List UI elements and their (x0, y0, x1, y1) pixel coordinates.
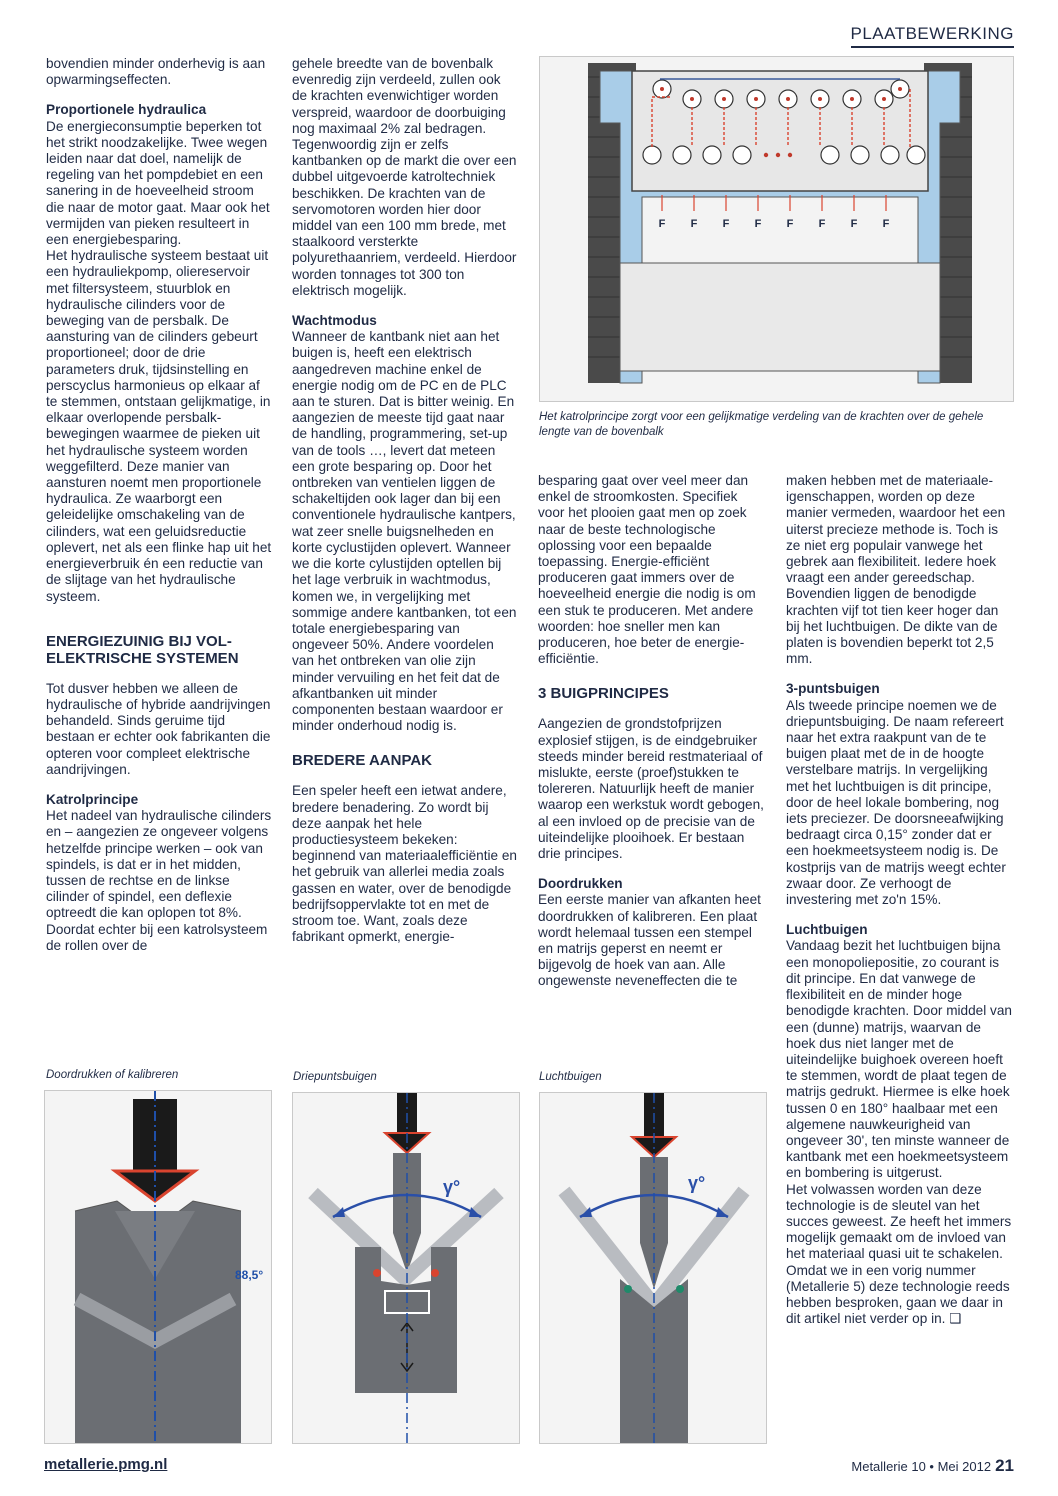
driepunts-caption: Driepuntsbuigen (293, 1071, 377, 1083)
subheading: Wachtmodus (292, 313, 377, 329)
paragraph: Wanneer de kantbank niet aan het buigen is, heeft een elektrisch aangedreven machine enkel de energie nodig om de PC en de PLC aan te sturen. Dat is bitter weinig. En aangezien de meeste tijd gaat naar de handling, programmering, set-up van de tools …, levert dat meteen een grote besparing op. Door het ontbreken van ventielen liggen de schakeltijden ook lager dan bij een conventionele hydraulische kantpers, wat zeer snelle buigsnelheden en korte cyclustijden oplevert. Wanneer we die korte cylustijden optellen bij het lage verbruik in wachtmodus, komen we, in vergelijking met sommige andere kantbanken, tot een totale energiebesparing van ongeveer 50%. Andere voordelen van het ontbreken van olie zijn minder vervuiling en het feit dat de afkantbanken uit minder componenten bestaan waardoor er minder onderhoud nodig is. (292, 329, 517, 734)
force-label: F (850, 218, 858, 230)
subheading: 3-puntsbuigen (786, 681, 880, 697)
force-label: F (658, 218, 666, 230)
paragraph: maken hebben met de materiaaleigenschappen, worden op deze manier vermeden, waardoor het een uiterst precieze methode is. Toch is ze niet erg populair vanwege het gebrek aan flexibiliteit. Iedere hoek vraagt een ander gereedschap. Bovendien liggen de benodigde krachten vijf tot tien keer hoger dan bij het luchtbuigen. De dikte van de platen is bovendien beperkt tot 2,5 mm. (786, 473, 1006, 667)
website-link[interactable]: metallerie.pmg.nl (44, 1456, 168, 1473)
column-3 (538, 473, 764, 990)
column-1 (46, 56, 272, 954)
angle-label: γ° (688, 1173, 706, 1193)
force-label: F (754, 218, 762, 230)
force-label: F (818, 218, 826, 230)
driepunts-figure (292, 1092, 520, 1444)
force-label: F (690, 218, 698, 230)
doordrukken-diagram (45, 1091, 271, 1443)
paragraph: De energieconsumptie beperken tot het strikt noodzakelijke. Twee wegen leiden naar dat doel, namelijk de regeling van het pompdebiet en een sanering in de hoeveelheid stroom die naar de motor gaat. Maar ook het vermijden van pieken resulteert in een energiebesparing. (46, 118, 270, 248)
paragraph: Het hydraulische systeem bestaat uit een hydrauliekpomp, oliereservoir met filtersysteem, stuurblok en hydraulische cilinders voor de beweging van de persbalk. De aansturing van de cilinders gebeurt proportioneel; door de drie parameters druk, tijdsinstelling en perscyclus harmonieus op elkaar af te stemmen, ontstaan gelijkmatige, in elkaar overlopende persbalkbewegingen waarmee de pieken uit het hydraulische systeem worden weggefilterd. Deze manier van aansturen noemt men proportionele hydraulica. Ze waarborgt een geleidelijke omschakeling van de cilinders, wat een geluidsreductie oplevert, net als een flinke hap uit het energieverbruik én een reductie van de slijtage van het hydraulische systeem. (46, 248, 272, 604)
section-header: PLAATBEWERKING (851, 24, 1015, 48)
force-label: F (882, 218, 890, 230)
paragraph: Het volwassen worden van deze technologie is de sleutel van het succes geweest. Ze heeft het immers mogelijk gemaakt om de invloed van het materiaal quasi uit te schakelen. Omdat we in een vorig nummer (Metallerie 5) deze technologie reeds hebben besproken, gaan we daar in dit artikel niet verder op in. ❑ (786, 1181, 1012, 1327)
column-4 (786, 473, 1014, 1327)
paragraph: bovendien minder onderhevig is aan opwarmingseffecten. (46, 56, 266, 88)
paragraph: Een eerste manier van afkanten heet doordrukken of kalibreren. Een plaat wordt helemaal tussen een stempel en matrijs geperst en neemt er bijgevolg de hoek van aan. Alle ongewenste neveneffecten die te (538, 892, 761, 989)
subheading: Katrolprincipe (46, 791, 139, 807)
page-number: 21 (995, 1456, 1014, 1475)
paragraph: Tot dusver hebben we alleen de hydraulische of hybride aandrijvingen behandeld. Sinds geruime tijd bestaan er echter ook fabrikanten die opteren voor compleet elektrische aandrijvingen. (46, 680, 271, 777)
luchtbuigen-caption: Luchtbuigen (539, 1071, 602, 1083)
paragraph: Het nadeel van hydraulische cilinders en – aangezien ze ongeveer volgens hetzelfde principe werken – ook van spindels, is dat er in het midden, tussen de rechtse en de linkse cilinder of spindel, een deflexie optreedt die kan oplopen tot 8%. Doordat echter bij een katrolsysteem de rollen over de (46, 808, 272, 953)
luchtbuigen-figure (539, 1092, 767, 1444)
section-heading: BREDERE AANPAK (292, 752, 433, 770)
subheading: Luchtbuigen (786, 922, 868, 938)
katrol-diagram (540, 57, 1013, 401)
subheading: Proportionele hydraulica (46, 102, 207, 118)
issue-label: Metallerie 10 • Mei 2012 (851, 1459, 992, 1474)
driepunts-diagram (293, 1093, 519, 1443)
force-label: F (786, 218, 794, 230)
doordrukken-caption: Doordrukken of kalibreren (46, 1069, 179, 1081)
katrol-caption: Het katrolprincipe zorgt voor een gelijkmatige verdeling van de krachten over de gehele lengte van de bovenbalk (539, 411, 984, 438)
paragraph: Vandaag bezit het luchtbuigen bijna een monopoliepositie, zo courant is dit principe. En dat vanwege de flexibiliteit en de minder hoge benodigde krachten. Door middel van een (dunne) matrijs, waarvan de hoek dus niet langer met de uiteindelijke buighoek overeen hoeft te stemmen, wordt de plaat tegen de matrijs gedrukt. Hiermee is elke hoek tussen 0 en 180° haalbaar met een algemene nauwkeurigheid van ongeveer 30', ten minste wanneer de kantbank met een hoekmeetsysteem en bombering is uitgerust. (786, 938, 1012, 1181)
katrol-figure (539, 56, 1014, 402)
doordrukken-figure (44, 1090, 272, 1444)
subheading: Doordrukken (538, 876, 623, 892)
column-2 (292, 56, 518, 945)
section-heading: 3 BUIGPRINCIPES (538, 685, 669, 703)
angle-label: 88,5° (235, 1268, 264, 1282)
paragraph: besparing gaat over veel meer dan enkel de stroomkosten. Specifiek voor het plooien gaat men op zoek naar de beste technologische oplossing voor een bepaalde toepassing. Energie-efficiënt produceren gaat immers over de hoeveelheid energie die nodig is om een stuk te produceren. Met andere woorden: hoe sneller men kan produceren, hoe beter de energie-efficiëntie. (538, 473, 756, 667)
luchtbuigen-diagram (540, 1093, 766, 1443)
footer-issue (851, 1456, 1014, 1476)
paragraph: Aangezien de grondstofprijzen explosief stijgen, is de eindgebruiker steeds minder bereid restmateriaal of mislukte, eerste (proef)stukken te tolereren. Natuurlijk heeft de manier waarop een werkstuk wordt gebogen, al een invloed op de precisie van de uiteindelijke plooihoek. Er bestaan drie principes. (538, 716, 764, 862)
angle-label: γ° (443, 1177, 461, 1197)
paragraph: Als tweede principe noemen we de driepuntsbuiging. De naam refereert naar het extra raakpunt van de te buigen plaat met de in de hoogte verstelbare matrijs. In vergelijking met het luchtbuigen is dit principe, door de heel lokale bombering, nog iets preciezer. De doorsneeafwijking bedraagt circa 0,15° zonder dat er een hoekmeetsysteem nodig is. De kostprijs van de matrijs weegt echter zwaar door. Ze verhoogt de investering met zo'n 15%. (786, 697, 1006, 908)
section-heading: ENERGIEZUINIG BIJ VOL-ELEKTRISCHE SYSTEMEN (46, 632, 239, 667)
force-label: F (722, 218, 730, 230)
paragraph: gehele breedte van de bovenbalk evenredig zijn verdeeld, zullen ook de krachten evenwichtiger worden verspreid, waardoor de doorbuiging nog maximaal 2% zal bedragen. Tegenwoordig zijn er zelfs kantbanken op de markt die over een dubbel uitgevoerde katroltechniek beschikken. De krachten van de servomotoren worden hier door middel van een 100 mm brede, met staalkoord versterkte polyurethaanriem, verdeeld. Hierdoor worden tonnages tot 300 ton elektrisch mogelijk. (292, 56, 517, 298)
paragraph: Een speler heeft een ietwat andere, bredere benadering. Zo wordt bij deze aanpak het hele productiesysteem bekeken: beginnend van materiaalefficiëntie en het gebruik van allerlei media zoals gassen en water, over de benodigde bedrijfsoppervlakte tot en met de stroom toe. Want, zoals deze fabrikant opmerkt, energie- (292, 783, 517, 945)
